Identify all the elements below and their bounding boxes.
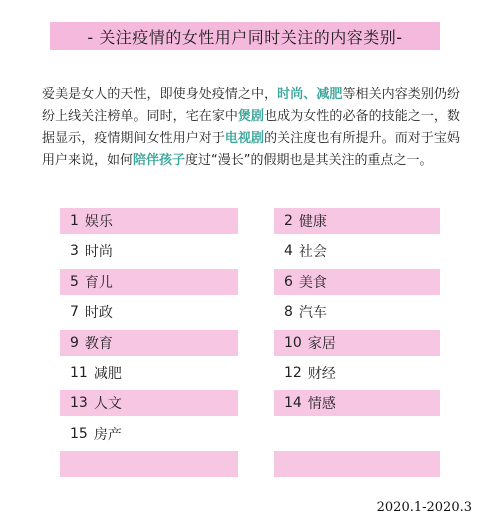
category-row <box>60 390 440 416</box>
category-rank: 11 <box>70 364 88 381</box>
category-rank: 1 <box>70 213 79 229</box>
category-rank: 13 <box>70 395 88 412</box>
category-rank: 10 <box>284 334 302 351</box>
category-item <box>60 421 238 447</box>
category-rank: 14 <box>284 395 302 412</box>
category-row <box>60 299 440 325</box>
category-item <box>60 451 238 477</box>
category-item <box>274 269 440 295</box>
category-rank: 2 <box>284 213 293 229</box>
category-item <box>60 299 238 325</box>
category-rank: 12 <box>284 364 302 381</box>
intro-text-5: 度过“漫长”的假期也是其关注的重点之一。 <box>185 153 433 168</box>
category-label: 家居 <box>307 335 336 352</box>
category-rank: 15 <box>70 425 88 442</box>
category-item <box>274 330 440 356</box>
category-rank: 6 <box>284 273 293 290</box>
category-label: 汽车 <box>298 305 327 322</box>
category-rank: 5 <box>70 273 79 290</box>
category-label: 房产 <box>93 426 122 443</box>
intro-text-4: 的关注度也有所提升。而对于宝妈用户来说，如何 <box>42 131 460 168</box>
category-item <box>274 421 440 447</box>
category-row <box>60 421 440 447</box>
category-item <box>60 208 238 234</box>
category-item <box>274 451 440 477</box>
category-item <box>274 238 440 264</box>
category-item <box>274 208 440 234</box>
category-item <box>274 299 440 325</box>
highlight-fashion-diet: 时尚、减肥 <box>277 87 343 102</box>
date-range-label: 2020.1-2020.3 <box>376 500 472 515</box>
category-rank: 8 <box>284 304 293 321</box>
category-label: 教育 <box>84 335 113 352</box>
category-row <box>60 269 440 295</box>
category-label: 人文 <box>93 396 122 413</box>
category-label: 美食 <box>298 274 327 291</box>
category-label: 时尚 <box>84 244 113 261</box>
category-label: 时政 <box>84 305 113 322</box>
category-rank: 3 <box>70 243 79 260</box>
intro-text-1: 爱美是女人的天性，即使身处疫情之中， <box>42 87 278 102</box>
category-label: 社会 <box>298 244 327 261</box>
category-label: 减肥 <box>93 365 122 382</box>
highlight-binge-watching: 煲剧 <box>237 109 265 124</box>
category-item <box>60 330 238 356</box>
category-label: 情感 <box>307 396 336 413</box>
category-item <box>274 360 440 386</box>
category-row <box>60 451 440 477</box>
highlight-tv-series: 电视剧 <box>224 131 265 146</box>
category-label: 健康 <box>298 214 327 230</box>
highlight-accompany-children: 陪伴孩子 <box>133 153 186 168</box>
page-title: - 关注疫情的女性用户同时关注的内容类别- <box>50 22 440 50</box>
category-grid <box>60 208 440 482</box>
intro-text-2: 等相关内容类别仍纷纷上线关注榜单。同时，宅在家中 <box>42 87 460 124</box>
category-row <box>60 330 440 356</box>
category-label: 育儿 <box>84 274 113 291</box>
category-row <box>60 360 440 386</box>
category-item <box>274 390 440 416</box>
intro-paragraph <box>42 84 460 172</box>
intro-text-3: 也成为女性的必备的技能之一，数据显示，疫情期间女性用户对于 <box>42 109 460 146</box>
category-label: 娱乐 <box>84 214 113 230</box>
category-label: 财经 <box>307 365 336 382</box>
category-row <box>60 208 440 234</box>
category-item <box>60 360 238 386</box>
category-rank: 4 <box>284 243 293 260</box>
category-item <box>60 390 238 416</box>
category-rank: 9 <box>70 334 79 351</box>
category-item <box>60 238 238 264</box>
category-row <box>60 238 440 264</box>
category-rank: 7 <box>70 304 79 321</box>
category-item <box>60 269 238 295</box>
